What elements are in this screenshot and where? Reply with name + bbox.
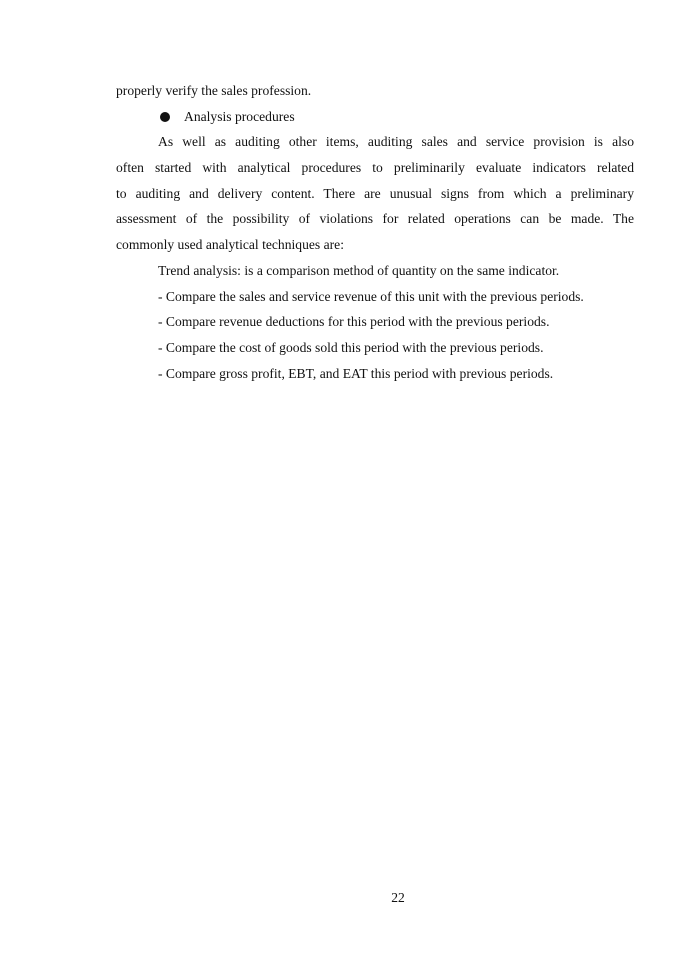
intro-line: properly verify the sales profession. bbox=[116, 83, 312, 98]
trend-analysis-line: Trend analysis: is a comparison method of quantity on the same indicator. bbox=[158, 262, 560, 278]
body-text bbox=[116, 78, 634, 386]
bullet-heading bbox=[116, 104, 634, 130]
paragraph-line-2: often started with analytical procedures to preliminarily evaluate indicators related bbox=[116, 160, 634, 176]
paragraph-line-5: commonly used analytical techniques are: bbox=[116, 237, 344, 253]
list-item: - Compare the sales and service revenue of this unit with the previous periods. bbox=[158, 288, 584, 304]
paragraph-line-1: As well as auditing other items, auditing sales and service provision is also bbox=[158, 134, 634, 150]
list-item: - Compare the cost of goods sold this period with the previous periods. bbox=[158, 339, 544, 355]
bullet-icon bbox=[160, 112, 170, 122]
list-item: - Compare revenue deductions for this period with the previous periods. bbox=[158, 314, 550, 330]
list-item: - Compare gross profit, EBT, and EAT this period with previous periods. bbox=[158, 365, 554, 381]
bullet-heading-text: Analysis procedures bbox=[184, 108, 295, 124]
page-number: 22 bbox=[391, 890, 405, 905]
paragraph-line-3: to auditing and delivery content. There are unusual signs from which a preliminary bbox=[116, 185, 634, 201]
paragraph-line-4: assessment of the possibility of violations for related operations can be made. The bbox=[116, 211, 634, 227]
